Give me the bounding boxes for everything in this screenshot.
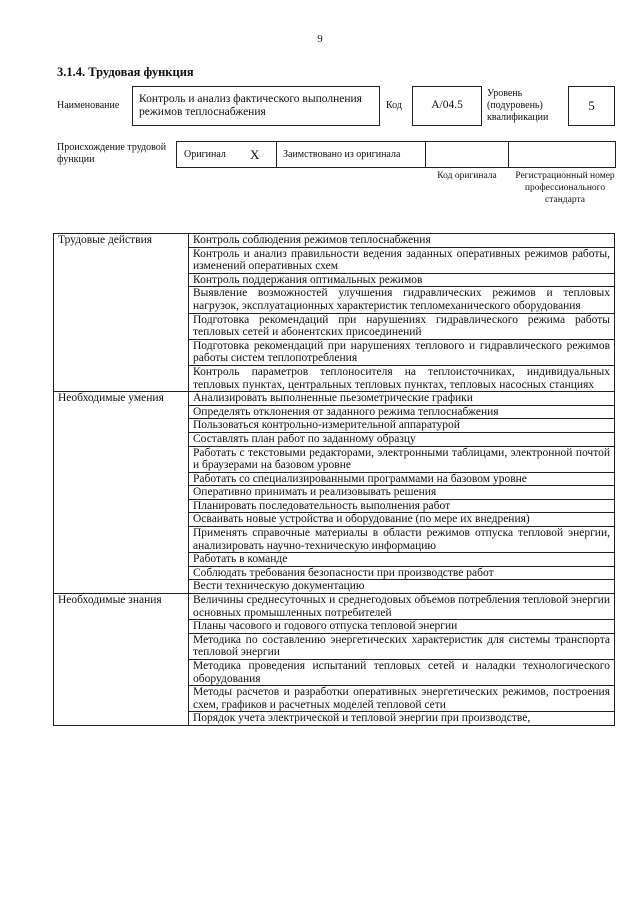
reg-number-caption: Регистрационный номер профессионального стандарта [515, 171, 615, 205]
item-cell: Контроль соблюдения режимов теплоснабжения [189, 234, 615, 248]
divider [276, 141, 277, 168]
name-value: Контроль и анализ фактического выполнения режимов теплоснабжения [139, 92, 362, 118]
category-cell: Необходимые знания [54, 594, 189, 726]
item-cell: Работать с текстовыми редакторами, электронными таблицами, электронной почтой и браузерами на базовом уровне [189, 446, 615, 472]
item-cell: Планировать последовательность выполнения работ [189, 499, 615, 513]
category-cell: Трудовые действия [54, 234, 189, 392]
original-mark: X [250, 146, 260, 162]
item-cell: Соблюдать требования безопасности при производстве работ [189, 566, 615, 580]
item-cell: Контроль поддержания оптимальных режимов [189, 273, 615, 287]
divider [508, 141, 509, 168]
category-cell: Необходимые умения [54, 392, 189, 594]
item-cell: Методика проведения испытаний тепловых сетей и наладки технологического оборудования [189, 660, 615, 686]
item-cell: Порядок учета электрической и тепловой энергии при производстве, [189, 712, 615, 726]
item-cell: Контроль параметров теплоносителя на теплоисточниках, индивидуальных тепловых пунктах, центральных тепловых пунктах, тепловых насосных станциях [189, 365, 615, 391]
item-cell: Контроль и анализ правильности ведения заданных оперативных режимов работы, изменений оперативных схем [189, 247, 615, 273]
name-label: Наименование [57, 100, 120, 111]
table-row [54, 234, 615, 248]
table-row [54, 594, 615, 620]
table-row [54, 392, 615, 406]
item-cell: Выявление возможностей улучшения гидравлических режимов и тепловых нагрузок, эксплуатационных характеристик тепломеханического оборудования [189, 287, 615, 313]
borrowed-label: Заимствовано из оригинала [283, 148, 401, 160]
item-cell: Составлять план работ по заданному образцу [189, 432, 615, 446]
item-cell: Оперативно принимать и реализовывать решения [189, 486, 615, 500]
item-cell: Вести техническую документацию [189, 580, 615, 594]
item-cell: Пользоваться контрольно-измерительной аппаратурой [189, 419, 615, 433]
item-cell: Определять отклонения от заданного режима теплоснабжения [189, 405, 615, 419]
divider [425, 141, 426, 168]
item-cell: Осваивать новые устройства и оборудование (по мере их внедрения) [189, 513, 615, 527]
item-cell: Подготовка рекомендаций при нарушениях теплового и гидравлического режимов работы систем теплопотребления [189, 339, 615, 365]
item-cell: Планы часового и годового отпуска тепловой энергии [189, 620, 615, 634]
item-cell: Методика по составлению энергетических характеристик для системы транспорта тепловой энергии [189, 633, 615, 659]
original-label: Оригинал [184, 148, 226, 160]
item-cell: Работать со специализированными программами на базовом уровне [189, 472, 615, 486]
item-cell: Методы расчетов и разработки оперативных энергетических режимов, построения схем, графиков и расчетных моделей тепловой сети [189, 686, 615, 712]
level-value-box [568, 86, 615, 126]
item-cell: Применять справочные материалы в области режимов отпуска тепловой энергии, анализировать научно-техническую информацию [189, 527, 615, 553]
origin-label: Происхождение трудовой функции [57, 142, 167, 165]
work-function-table [53, 233, 615, 726]
item-cell: Подготовка рекомендаций при нарушениях гидравлического режима работы тепловых сетей и абонентских присоединений [189, 313, 615, 339]
level-label: Уровень (подуровень) квалификации [487, 88, 549, 123]
item-cell: Анализировать выполненные пьезометрические графики [189, 392, 615, 406]
level-value: 5 [588, 98, 595, 113]
code-label: Код [386, 100, 402, 111]
item-cell: Величины среднесуточных и среднегодовых объемов потребления тепловой энергии основных промышленных потребителей [189, 594, 615, 620]
name-value-box [132, 86, 380, 126]
code-value: А/04.5 [431, 99, 463, 112]
orig-code-caption: Код оригинала [437, 171, 497, 181]
item-cell: Работать в команде [189, 553, 615, 567]
section-title: 3.1.4. Трудовая функция [57, 65, 194, 79]
page-number: 9 [317, 33, 323, 45]
code-value-box [412, 86, 482, 126]
